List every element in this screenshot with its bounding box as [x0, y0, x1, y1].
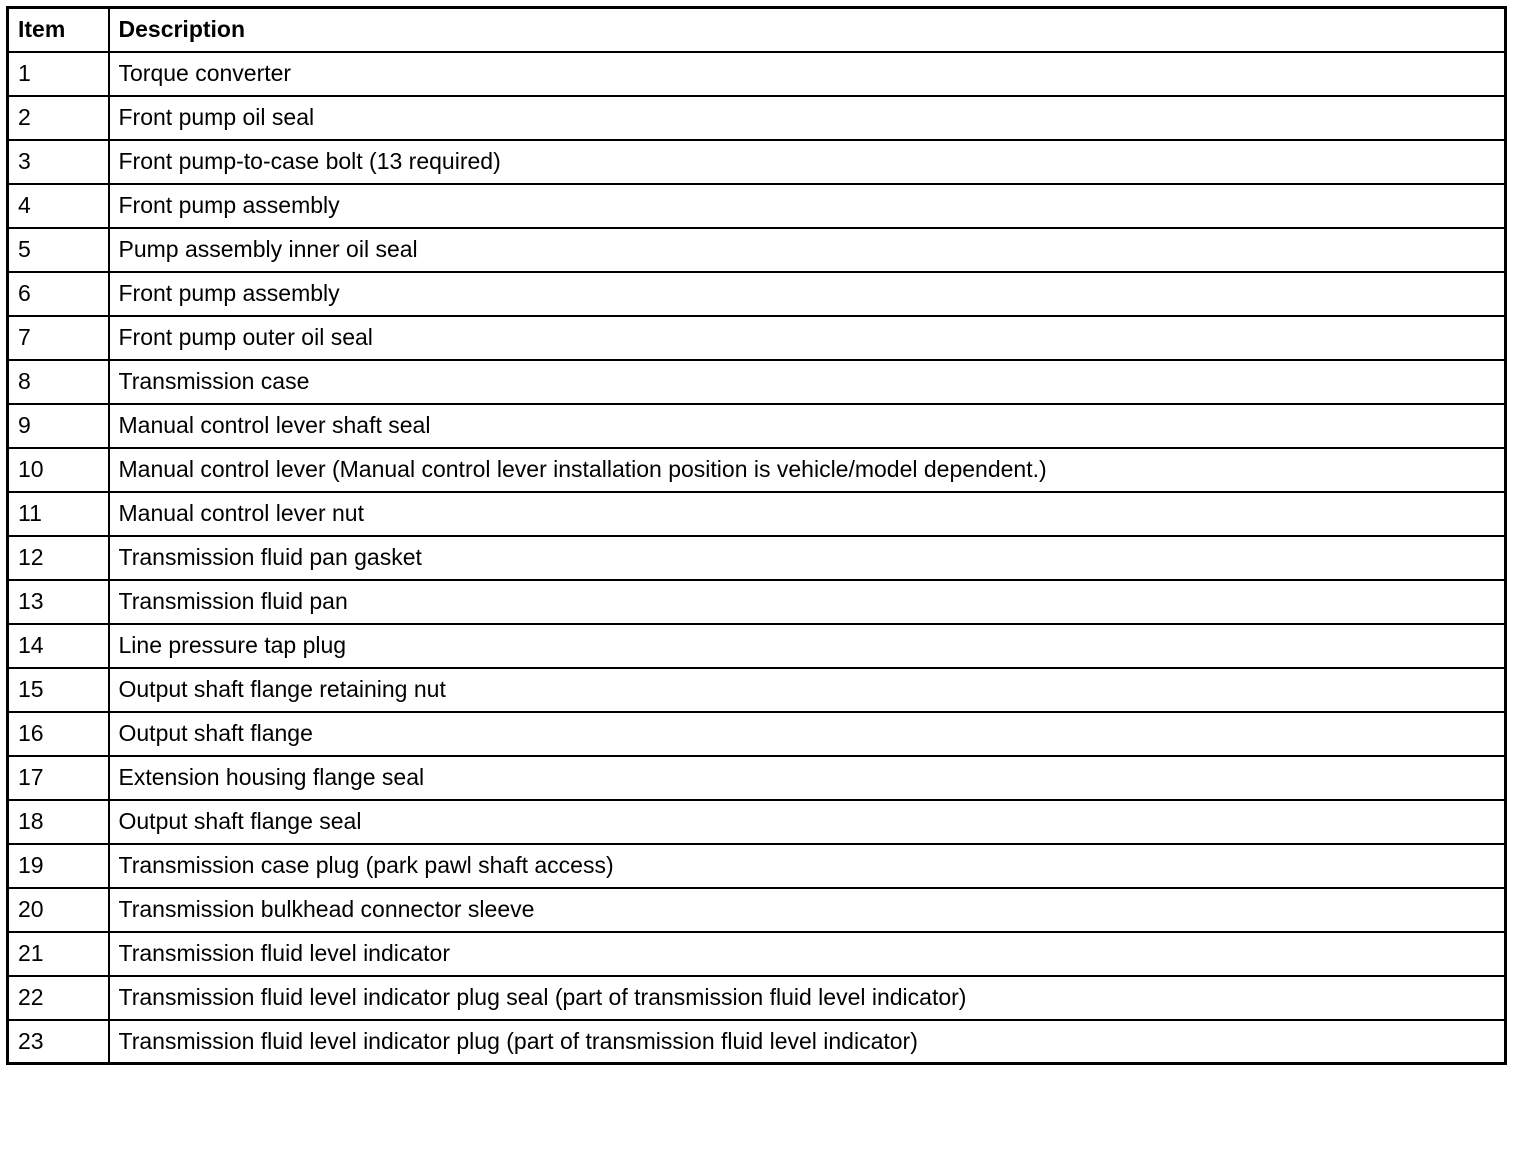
item-description: Front pump outer oil seal [109, 316, 1506, 360]
item-number: 13 [8, 580, 109, 624]
item-description: Transmission fluid pan [109, 580, 1506, 624]
parts-table [6, 6, 1507, 1065]
item-description: Front pump-to-case bolt (13 required) [109, 140, 1506, 184]
table-row [8, 184, 1506, 228]
table-row [8, 52, 1506, 96]
table-row [8, 272, 1506, 316]
item-number: 10 [8, 448, 109, 492]
item-number: 12 [8, 536, 109, 580]
item-description: Pump assembly inner oil seal [109, 228, 1506, 272]
item-number: 19 [8, 844, 109, 888]
item-number: 7 [8, 316, 109, 360]
item-number: 17 [8, 756, 109, 800]
item-number: 15 [8, 668, 109, 712]
item-number: 3 [8, 140, 109, 184]
item-description: Transmission case [109, 360, 1506, 404]
table-row [8, 404, 1506, 448]
item-number: 8 [8, 360, 109, 404]
table-row [8, 316, 1506, 360]
item-description: Transmission fluid level indicator plug (part of transmission fluid level indicator) [109, 1020, 1506, 1064]
item-description: Transmission fluid level indicator plug seal (part of transmission fluid level indicator) [109, 976, 1506, 1020]
item-description: Manual control lever shaft seal [109, 404, 1506, 448]
item-description: Line pressure tap plug [109, 624, 1506, 668]
item-number: 2 [8, 96, 109, 140]
table-row [8, 800, 1506, 844]
table-row [8, 140, 1506, 184]
table-row [8, 888, 1506, 932]
table-row [8, 580, 1506, 624]
item-description: Output shaft flange seal [109, 800, 1506, 844]
table-row [8, 228, 1506, 272]
item-description: Front pump assembly [109, 272, 1506, 316]
table-row [8, 492, 1506, 536]
item-description: Transmission bulkhead connector sleeve [109, 888, 1506, 932]
item-description: Front pump oil seal [109, 96, 1506, 140]
table-row [8, 360, 1506, 404]
item-number: 22 [8, 976, 109, 1020]
item-number: 21 [8, 932, 109, 976]
table-body [8, 52, 1506, 1064]
table-row [8, 1020, 1506, 1064]
item-description: Transmission fluid pan gasket [109, 536, 1506, 580]
description-column-header: Description [109, 8, 1506, 52]
item-description: Manual control lever nut [109, 492, 1506, 536]
item-number: 16 [8, 712, 109, 756]
item-description: Output shaft flange retaining nut [109, 668, 1506, 712]
table-row [8, 668, 1506, 712]
item-number: 6 [8, 272, 109, 316]
item-number: 5 [8, 228, 109, 272]
item-description: Output shaft flange [109, 712, 1506, 756]
table-row [8, 844, 1506, 888]
item-number: 1 [8, 52, 109, 96]
table-header [8, 8, 1506, 52]
item-description: Transmission case plug (park pawl shaft access) [109, 844, 1506, 888]
item-description: Torque converter [109, 52, 1506, 96]
item-number: 14 [8, 624, 109, 668]
item-number: 23 [8, 1020, 109, 1064]
item-number: 4 [8, 184, 109, 228]
table-row [8, 756, 1506, 800]
table-row [8, 536, 1506, 580]
item-number: 20 [8, 888, 109, 932]
item-description: Manual control lever (Manual control lever installation position is vehicle/model dependent.) [109, 448, 1506, 492]
item-number: 18 [8, 800, 109, 844]
header-row [8, 8, 1506, 52]
item-column-header: Item [8, 8, 109, 52]
item-number: 11 [8, 492, 109, 536]
table-row [8, 976, 1506, 1020]
item-description: Transmission fluid level indicator [109, 932, 1506, 976]
table-row [8, 448, 1506, 492]
item-description: Front pump assembly [109, 184, 1506, 228]
item-description: Extension housing flange seal [109, 756, 1506, 800]
table-row [8, 624, 1506, 668]
item-number: 9 [8, 404, 109, 448]
table-row [8, 932, 1506, 976]
table-row [8, 96, 1506, 140]
table-row [8, 712, 1506, 756]
